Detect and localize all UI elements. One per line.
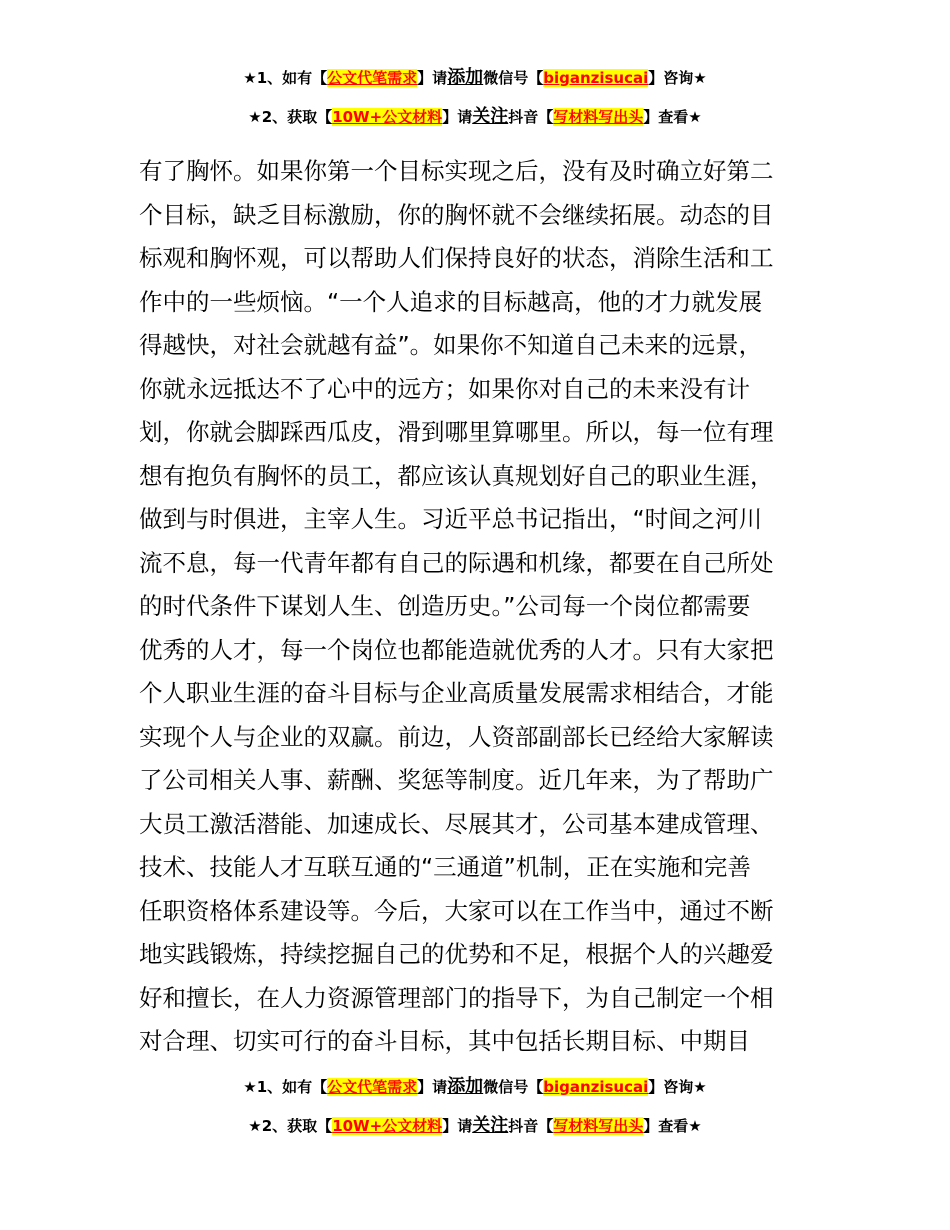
footer-1-suffix: 】咨询★	[648, 1078, 707, 1096]
header-2-mid2: 抖音【	[508, 108, 554, 126]
footer-2-suffix: 】查看★	[643, 1117, 702, 1135]
footer-2-highlight-materials: 10W+公文材料	[332, 1117, 443, 1135]
footer-1-prefix: ★1、如有【	[243, 1078, 328, 1096]
header-1-mid2: 微信号【	[483, 69, 544, 87]
header-1-emphasis: 添加	[447, 67, 484, 88]
body-line: 标观和胸怀观，可以帮助人们保持良好的状态，消除生活和工	[139, 244, 774, 272]
body-line: 划，你就会脚踩西瓜皮，滑到哪里算哪里。所以，每一位有理	[139, 418, 774, 446]
header-1-highlight-service: 公文代笔需求	[327, 69, 418, 87]
footer-1-emphasis: 添加	[447, 1076, 484, 1097]
body-line: 任职资格体系建设等。今后，大家可以在工作当中，通过不断	[139, 896, 774, 925]
footer-1-highlight-service: 公文代笔需求	[327, 1078, 418, 1096]
footer-1-mid1: 】请	[417, 1078, 448, 1096]
header-1-mid1: 】请	[417, 69, 448, 87]
header-1-highlight-wechat-id: biganzisucai	[543, 69, 649, 87]
footer-1-highlight-wechat-id: biganzisucai	[543, 1078, 649, 1096]
body-line: 个人职业生涯的奋斗目标与企业高质量发展需求相结合，才能	[139, 679, 774, 707]
header-ad-line-2	[0, 106, 950, 128]
footer-2-highlight-douyin: 写材料写出头	[553, 1117, 644, 1135]
body-line: 想有抱负有胸怀的员工，都应该认真规划好自己的职业生涯，	[139, 461, 774, 490]
body-line: 地实践锻炼，持续挖掘自己的优势和不足，根据个人的兴趣爱	[139, 940, 774, 968]
footer-ad-line-2	[0, 1115, 950, 1137]
body-line: 实现个人与企业的双赢。前边，人资部副部长已经给大家解读	[139, 722, 774, 751]
header-2-mid1: 】请	[442, 108, 473, 126]
header-1-suffix: 】咨询★	[648, 69, 707, 87]
header-2-prefix: ★2、获取【	[248, 108, 333, 126]
body-line: 的时代条件下谋划人生、创造历史。”公司每一个岗位都需要	[139, 592, 751, 620]
document-body	[139, 150, 819, 1064]
body-line: 大员工激活潜能、加速成长、尽展其才，公司基本建成管理、	[139, 809, 774, 838]
header-ad-line-1	[0, 67, 950, 89]
footer-2-prefix: ★2、获取【	[248, 1117, 333, 1135]
header-2-highlight-douyin: 写材料写出头	[553, 108, 644, 126]
header-1-prefix: ★1、如有【	[243, 69, 328, 87]
header-2-emphasis: 关注	[472, 106, 509, 127]
body-line: 你就永远抵达不了心中的远方；如果你对自己的未来没有计	[139, 374, 750, 403]
footer-1-mid2: 微信号【	[483, 1078, 544, 1096]
footer-2-mid1: 】请	[442, 1117, 473, 1135]
body-line: 技术、技能人才互联互通的“三通道”机制，正在实施和完善	[139, 853, 751, 881]
body-line: 优秀的人才，每一个岗位也都能造就优秀的人才。只有大家把	[139, 635, 774, 664]
body-line: 作中的一些烦恼。“一个人追求的目标越高，他的才力就发展	[139, 287, 763, 316]
body-line: 个目标，缺乏目标激励，你的胸怀就不会继续拓展。动态的目	[139, 200, 774, 229]
body-line: 有了胸怀。如果你第一个目标实现之后，没有及时确立好第二	[139, 157, 774, 185]
body-line: 做到与时俱进，主宰人生。习近平总书记指出，“时间之河川	[139, 505, 763, 533]
body-line: 得越快，对社会就越有益”。如果你不知道自己未来的远景，	[139, 331, 763, 359]
body-line: 好和擅长，在人力资源管理部门的指导下，为自己制定一个相	[139, 983, 774, 1012]
footer-ad-line-1	[0, 1076, 950, 1098]
footer-2-emphasis: 关注	[472, 1115, 509, 1136]
body-line: 对合理、切实可行的奋斗目标，其中包括长期目标、中期目	[139, 1027, 750, 1055]
body-line: 流不息，每一代青年都有自己的际遇和机缘，都要在自己所处	[139, 548, 774, 577]
body-line: 了公司相关人事、薪酬、奖惩等制度。近几年来，为了帮助广	[139, 766, 774, 794]
header-2-suffix: 】查看★	[643, 108, 702, 126]
footer-2-mid2: 抖音【	[508, 1117, 554, 1135]
header-2-highlight-materials: 10W+公文材料	[332, 108, 443, 126]
